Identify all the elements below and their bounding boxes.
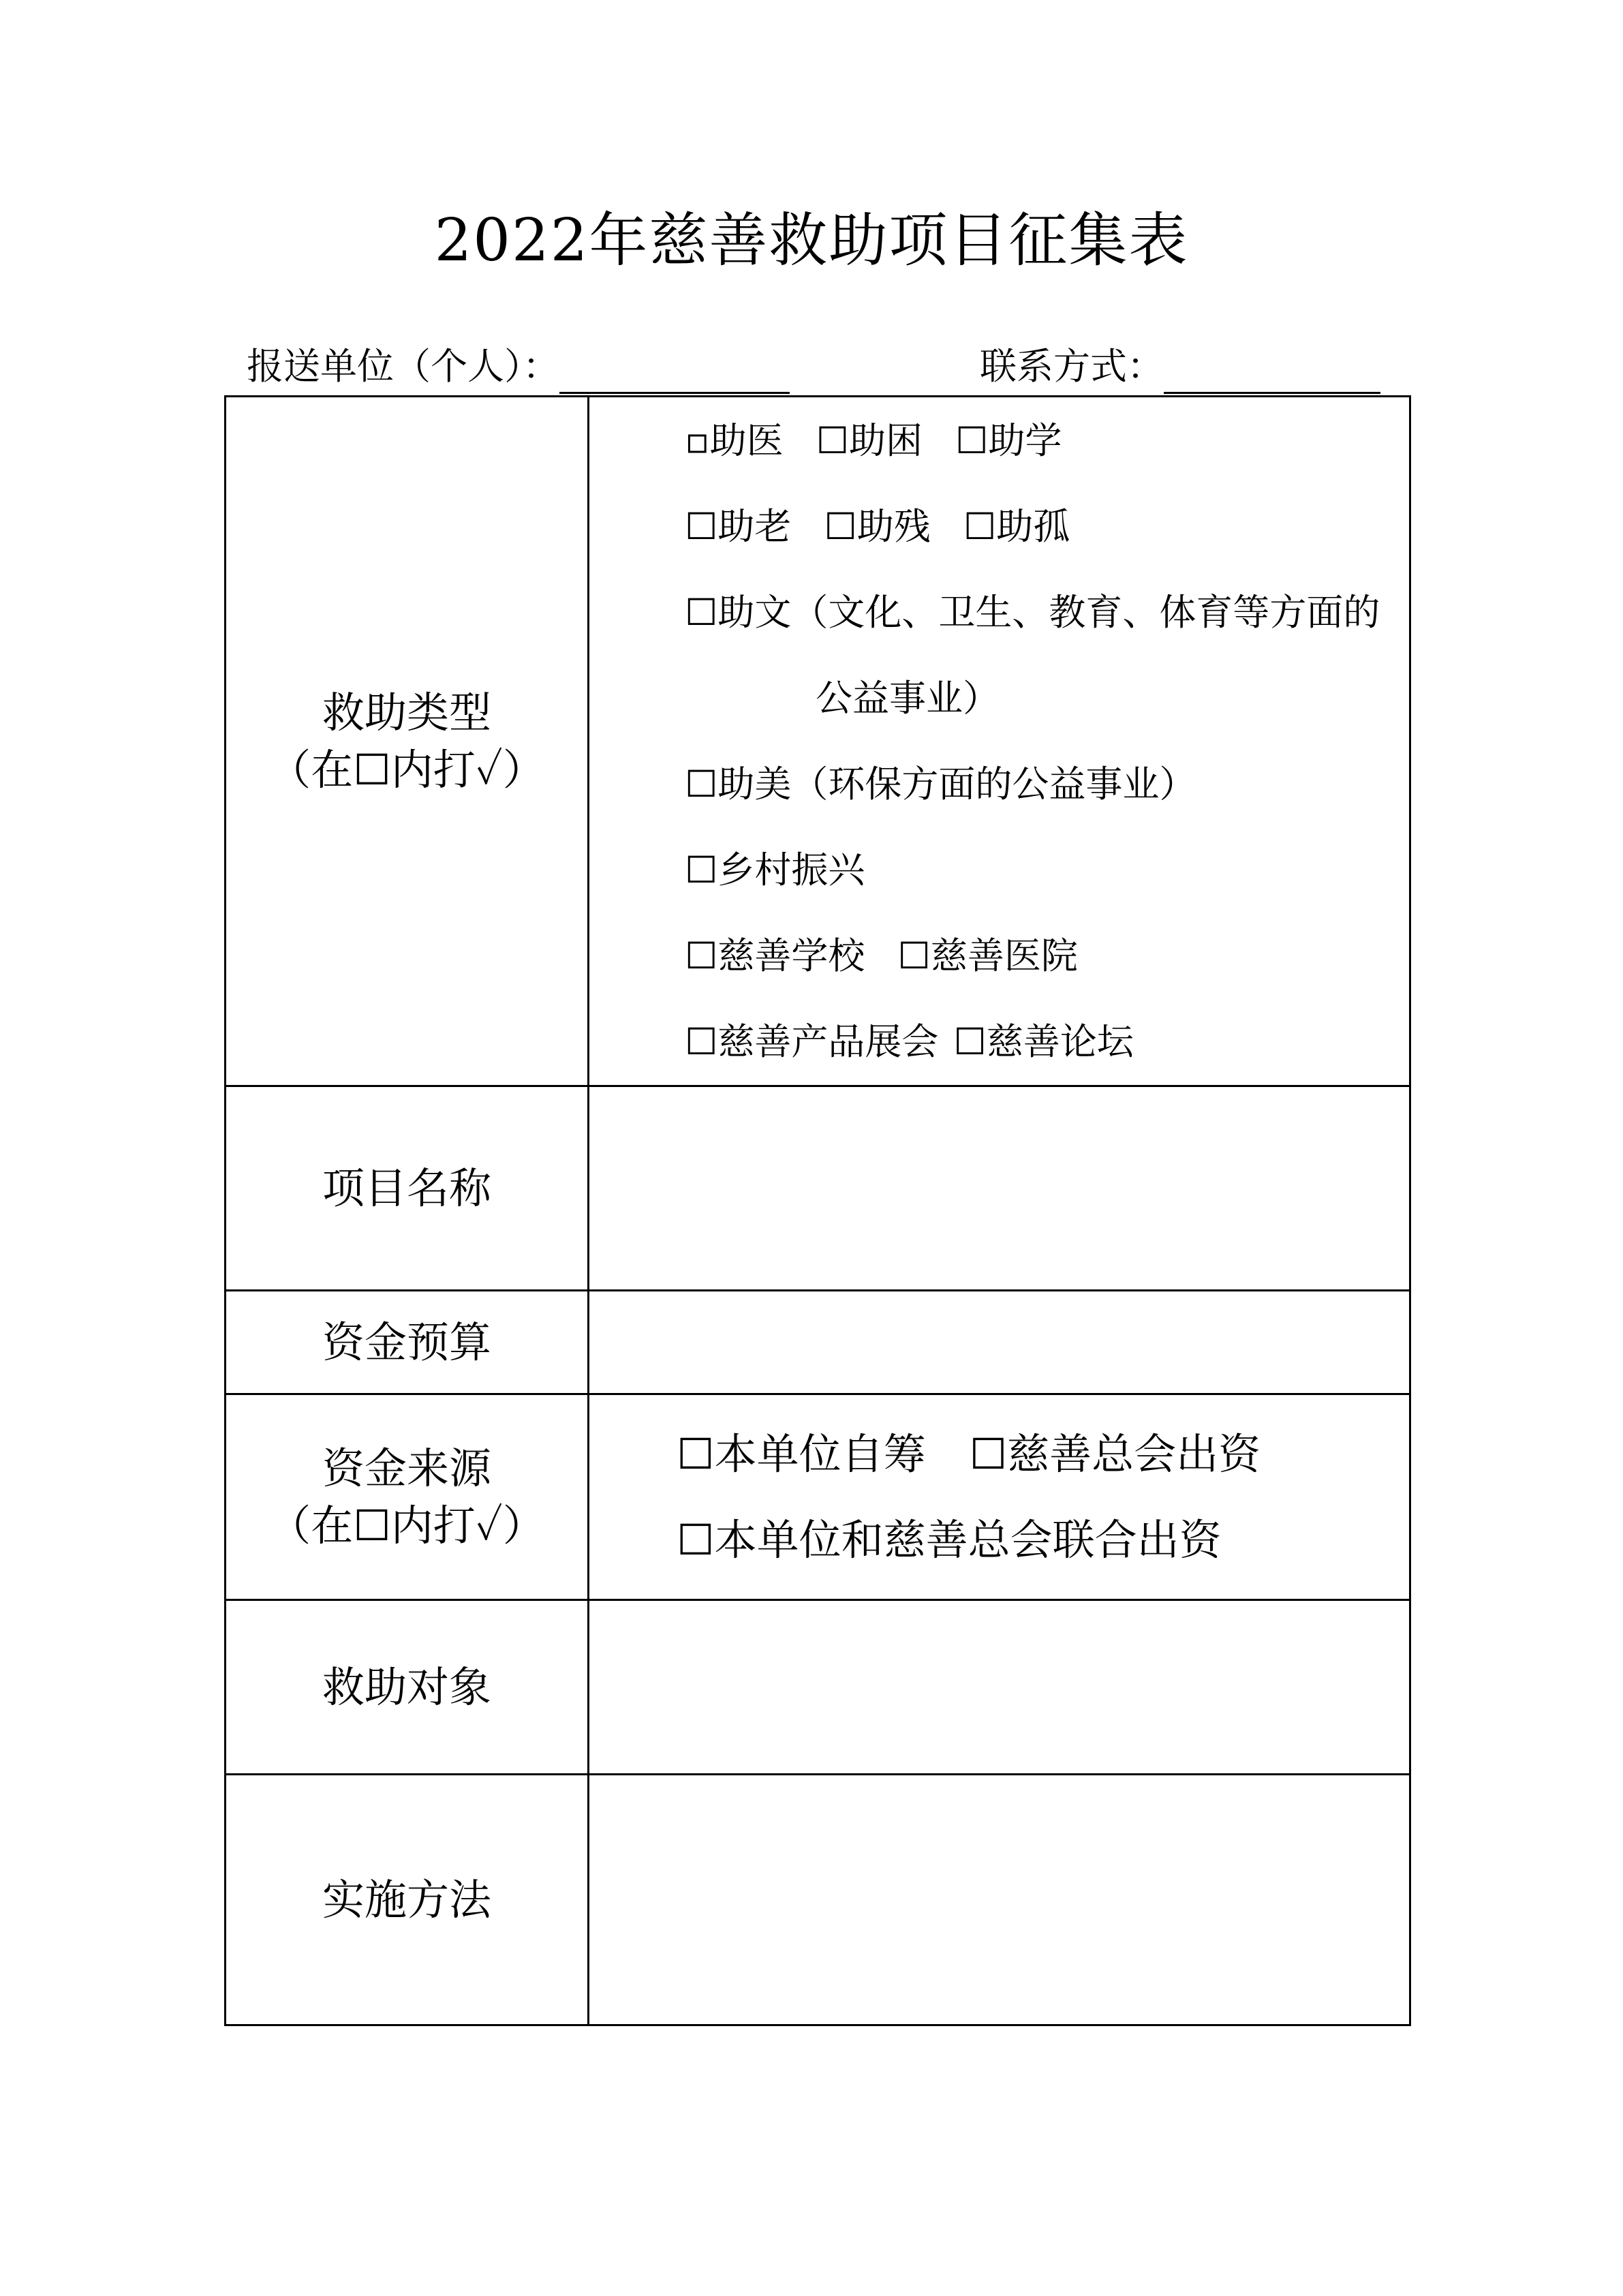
fund-source-hint: （在☐内打✓） <box>268 1500 545 1550</box>
checkbox-culture-aid[interactable]: ☐助文（文化、卫生、教育、体育等方面的 <box>685 590 1380 634</box>
checkbox-poverty-aid[interactable]: ☐助困 <box>816 418 923 462</box>
aid-type-line <box>685 570 1409 656</box>
reporter-label: 报送单位（个人）： <box>247 345 559 388</box>
checkbox-charity-expo[interactable]: ☐慈善产品展会 <box>685 1020 939 1063</box>
aid-type-hint: （在☐内打✓） <box>268 744 545 795</box>
checkbox-joint-funded[interactable]: ☐本单位和慈善总会联合出资 <box>677 1514 1222 1565</box>
budget-row <box>226 1291 1410 1394</box>
contact-field <box>980 339 1380 394</box>
checkbox-charity-hospital[interactable]: ☐慈善医院 <box>897 934 1078 977</box>
project-name-input[interactable] <box>589 1086 1410 1291</box>
budget-label: 资金预算 <box>226 1291 589 1394</box>
beneficiary-input[interactable] <box>589 1600 1410 1775</box>
project-name-row <box>226 1086 1410 1291</box>
fund-source-label: 资金来源 <box>322 1443 491 1493</box>
checkbox-environment-aid[interactable]: ☐助美（环保方面的公益事业） <box>685 762 1196 806</box>
checkbox-education-aid[interactable]: ☐助学 <box>955 418 1062 462</box>
method-row <box>226 1775 1410 2025</box>
checkbox-charity-school[interactable]: ☐慈善学校 <box>685 934 865 977</box>
aid-type-line <box>685 484 1409 570</box>
checkbox-rural-revitalization[interactable]: ☐乡村振兴 <box>685 848 865 891</box>
checkbox-orphan-aid[interactable]: ☐助孤 <box>963 504 1070 548</box>
aid-type-label-cell <box>226 397 589 1086</box>
aid-type-line <box>685 999 1409 1085</box>
aid-type-line <box>685 913 1409 999</box>
aid-type-line <box>685 398 1409 484</box>
beneficiary-row <box>226 1600 1410 1775</box>
beneficiary-label: 救助对象 <box>226 1600 589 1775</box>
aid-type-row <box>226 397 1410 1086</box>
aid-type-line <box>685 741 1409 827</box>
aid-type-line-continued <box>685 656 1409 741</box>
fund-source-line <box>677 1411 1409 1497</box>
reporter-input[interactable] <box>559 351 790 394</box>
checkbox-disability-aid[interactable]: ☐助残 <box>824 504 931 548</box>
fund-source-row <box>226 1394 1410 1600</box>
fund-source-label-cell <box>226 1394 589 1600</box>
method-input[interactable] <box>589 1775 1410 2025</box>
checkbox-charity-funded[interactable]: ☐慈善总会出资 <box>969 1428 1261 1479</box>
reporter-field <box>247 339 790 394</box>
method-label: 实施方法 <box>226 1775 589 2025</box>
aid-type-label: 救助类型 <box>322 687 491 737</box>
aid-type-line <box>685 827 1409 913</box>
culture-aid-continued-text: 公益事业） <box>816 676 1000 720</box>
fund-source-line <box>677 1497 1409 1583</box>
aid-type-options <box>589 398 1409 1085</box>
aid-type-options-cell <box>589 397 1410 1086</box>
fund-source-options-cell <box>589 1394 1410 1600</box>
checkbox-charity-forum[interactable]: ☐慈善论坛 <box>953 1020 1134 1063</box>
contact-input[interactable] <box>1164 351 1380 394</box>
project-name-label: 项目名称 <box>226 1086 589 1291</box>
contact-label: 联系方式： <box>980 345 1164 388</box>
checkbox-medical-aid[interactable]: ▫助医 <box>685 418 784 462</box>
collection-form-table <box>224 395 1411 2026</box>
fund-source-options <box>589 1411 1409 1583</box>
checkbox-elderly-aid[interactable]: ☐助老 <box>685 504 792 548</box>
page-title: 2022年慈善救助项目征集表 <box>434 206 1189 275</box>
budget-input[interactable] <box>589 1291 1410 1394</box>
checkbox-self-funded[interactable]: ☐本单位自筹 <box>677 1428 926 1479</box>
